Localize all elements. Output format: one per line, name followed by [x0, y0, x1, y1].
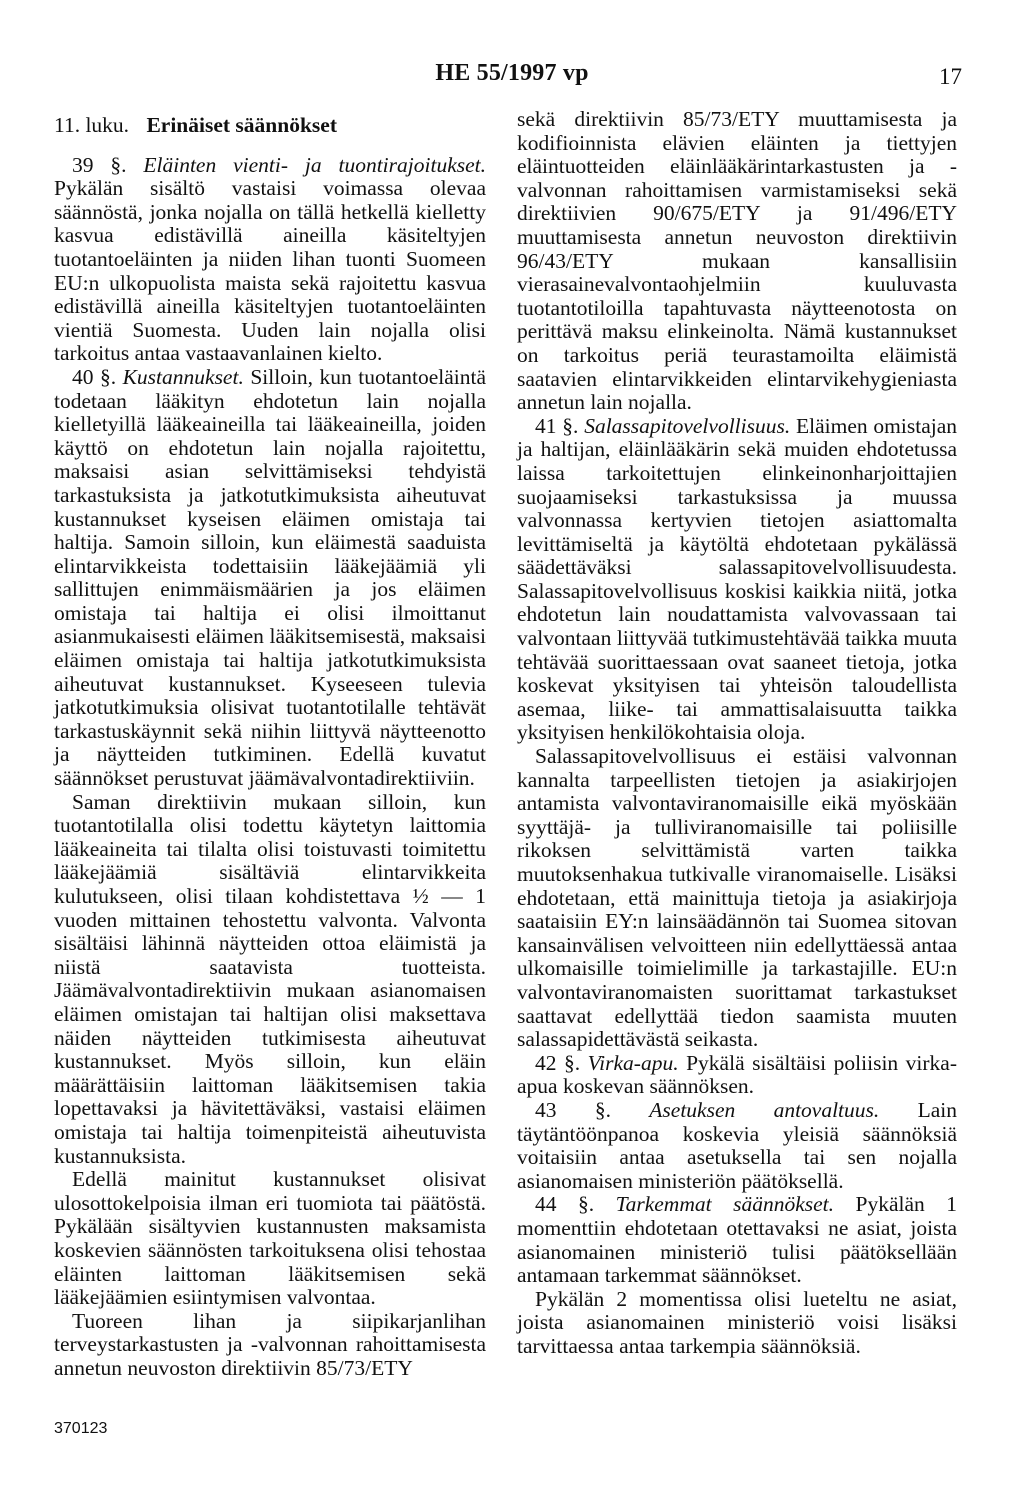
- section-42-text: Pykälä sisältäisi poliisin virka-apua koskevan säännöksen.: [517, 1050, 958, 1099]
- section-41-paragraph: [517, 415, 957, 745]
- chapter-number: 11. luku.: [54, 113, 130, 137]
- section-40-text: Silloin, kun tuotantoeläintä todetaan lääkityn ehdotetun lain nojalla kielletyillä lääkeaineilla tai lääkeaineilla, joiden käyttö on ehdotetun lain nojalla rajoitettu, maksaisi asian selvittämiseksi tehdyistä tarkastuksista ja jatkotutkimuksista aiheutuvat kustannukset kyseisen eläimen omistaja tai haltija. Samoin silloin, kun eläimestä saaduista elintarvikkeista todettaisiin lääkejäämiä yli sallittujen enimmäismäärien ja jos eläimen omistaja tai haltija ei olisi ilmoittanut asianmukaisesti eläimen lääkitsemisestä, maksaisi eläimen omistaja tai haltija jatkotutkimuksista aiheutuvat kustannukset. Kyseeseen tulevia jatkotutkimuksia olisivat tuotantotilalle tehtävät tarkastuskäynnit sekä niihin liittyvä näytteenotto ja näytteiden tutkiminen. Edellä kuvatut säännökset perustuvat jäämävalvontadirektiiviin.: [54, 364, 487, 791]
- section-40-number: 40 §.: [72, 364, 117, 389]
- section-43-text: Lain täytäntöönpanoa koskevia yleisiä säännöksiä voitaisiin antaa asetuksella tai sen nojalla asianomaisen ministeriön päätöksellä.: [517, 1097, 958, 1193]
- section-44-title: Tarkemmat säännökset.: [615, 1192, 834, 1217]
- page-number: 17: [939, 64, 962, 89]
- chapter-title: Erinäiset säännökset: [146, 113, 337, 137]
- section-40-title: Kustannukset.: [122, 364, 244, 389]
- section-44-paragraph: [517, 1193, 957, 1287]
- section-44-text: Pykälän 1 momenttiin ehdotetaan otettavaksi ne asiat, joista asianomainen ministeriö tulisi päätöksellään antamaan tarkemmat säännökset.: [517, 1192, 958, 1288]
- footer-code: 370123: [54, 1420, 108, 1437]
- paragraph: Saman direktiivin mukaan silloin, kun tuotantotilalla olisi todettu käytetyn laittomia lääkeaineita tai tilalta olisi toistuvasti toimitettu lääkejäämiä sisältäviä elintarvikkeita kulutukseen, olisi tilaan kohdistettava ½ — 1 vuoden mittainen tehostettu valvonta. Valvonta sisältäisi lähinnä näytteiden ottoa eläimistä ja niistä saatavista tuotteista. Jäämävalvontadirektiivin mukaan asianomaisen eläimen omistajan tai haltijan olisi maksettava näiden näytteiden tutkimisesta aiheutuvat kustannukset. Myös silloin, kun eläin määrättäisiin laittoman lääkitsemisen takia lopettavaksi ja hävitettäväksi, vastaisi eläimen omistaja tai haltija toimenpiteistä aiheutuvista kustannuksista.: [54, 789, 486, 1168]
- section-42-title: Virka-apu.: [587, 1050, 679, 1075]
- section-43-title: Asetuksen antovaltuus.: [649, 1097, 880, 1122]
- section-43-number: 43 §.: [535, 1097, 611, 1122]
- document-header-title: HE 55/1997 vp: [435, 60, 589, 86]
- section-43-paragraph: [517, 1099, 957, 1193]
- section-42-paragraph: [517, 1052, 957, 1099]
- chapter-heading: [54, 114, 486, 138]
- section-39-number: 39 §.: [72, 152, 127, 177]
- section-39-text: Pykälän sisältö vastaisi voimassa olevaa säännöstä, jonka nojalla on tällä hetkellä kielletty kasvua edistävillä aineilla käsiteltyjen tuotantoeläinten ja niiden lihan tuonti Suomeen EU:n ulkopuolista maista sekä rajoitettu kasvua edistävillä aineilla käsiteltyjen tuotantoeläinten vientiä Suomesta. Uuden lain nojalla olisi tarkoitus antaa vastaavanlainen kielto.: [54, 176, 486, 366]
- section-41-title: Salassapitovelvollisuus.: [584, 413, 791, 438]
- section-44-number: 44 §.: [535, 1192, 595, 1217]
- section-41-text: Eläimen omistajan ja haltijan, eläinlääkärin sekä muiden ehdotetussa laissa tarkoitettujen elinkeinonharjoittajien suojaamiseksi tarkastuksissa ja muussa valvonnassa kertyvien tietojen asiattomalta levittämiseltä ja käytöltä ehdotetaan pykälässä säädettäväksi salassapitovelvollisuudesta. Salassapitovelvollisuus koskisi kaikkia niitä, jotka ehdotetun lain noudattamista valvovassaan tai valvontaan liittyvää tutkimustehtävää taikka muuta tehtävää suorittaessaan ovat saaneet tietoja, jotka koskevat yksityisen tai yhteisön taloudellista asemaa, liike- tai ammattisalaisuutta taikka yksityisen henkilökohtaisia oloja.: [517, 413, 958, 745]
- paragraph: Salassapitovelvollisuus ei estäisi valvonnan kannalta tarpeellisten tietojen ja asiakirjojen antamista valvontaviranomaisille eikä myöskään syyttäjä- ja tulliviranomaisille tai poliisille rikoksen selvittämistä varten taikka muutoksenhakua tutkivalle viranomaiselle. Lisäksi ehdotetaan, että mainittuja tietoja ja asiakirjoja saataisiin EY:n lainsäädännön tai Suomea sitovan kansainvälisen velvoitteen niin edellyttäessä antaa ulkomaisille toimielimille ja tarkastajille. EU:n valvontaviranomaisten suorittamat tarkastukset saattavat edellyttää tiedon saamista muuten salassapidettävästä seikasta.: [517, 744, 957, 1052]
- section-41-number: 41 §.: [535, 413, 579, 438]
- section-39-title: Eläinten vienti- ja tuontirajoitukset.: [143, 152, 486, 177]
- section-42-number: 42 §.: [535, 1050, 581, 1075]
- right-column: [517, 108, 957, 1358]
- section-39-paragraph: [54, 154, 486, 366]
- paragraph: Pykälän 2 momentissa olisi lueteltu ne asiat, joista asianomainen ministeriö voisi lisäksi tarvittaessa antaa tarkempia säännöksiä.: [517, 1286, 957, 1358]
- paragraph: Tuoreen lihan ja siipikarjanlihan terveystarkastusten ja -valvonnan rahoittamisesta annetun neuvoston direktiivin 85/73/ETY: [54, 1308, 486, 1380]
- section-40-paragraph: [54, 366, 486, 791]
- paragraph: Edellä mainitut kustannukset olisivat ulosottokelpoisia ilman eri tuomiota tai päätöstä. Pykälään sisältyvien kustannusten maksamista koskevien säännösten tarkoituksena olisi tehostaa eläinten laittoman lääkitsemisen sekä lääkejäämien esiintymisen valvontaa.: [54, 1167, 486, 1310]
- paragraph-continued: sekä direktiivin 85/73/ETY muuttamisesta ja kodifioinnista elävien eläinten ja tiettyjen eläintuotteiden eläinlääkärintarkastusten ja -valvonnan rahoittamisen varmistamiseksi sekä direktiivien 90/675/ETY ja 91/496/ETY muuttamisesta annetun neuvoston direktiivin 96/43/ETY mukaan kansallisiin vierasainevalvontaohjelmiin kuuluvasta tuotantotiloilla tapahtuvasta näytteenotosta on perittävä maksu elinkeinolta. Nämä kustannukset on tarkoitus periä teurastamoilta eläimistä saatavien elintarvikkeiden elintarvikehygieniasta annetun lain nojalla.: [517, 107, 957, 415]
- left-column: [54, 108, 486, 1380]
